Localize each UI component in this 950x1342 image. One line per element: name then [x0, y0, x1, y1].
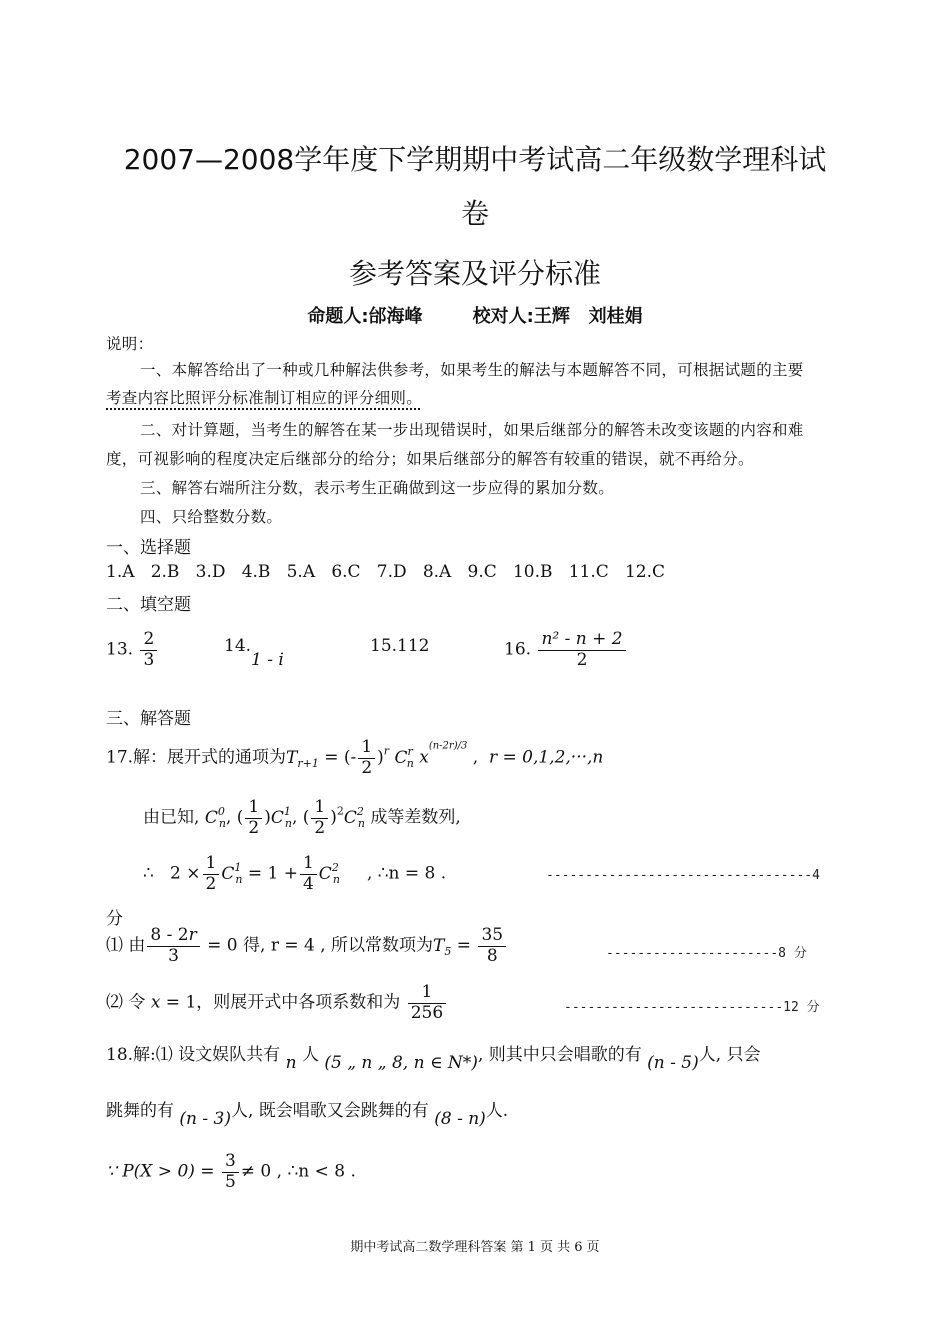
page-footer: 期中考试高二数学理科答案 第 1 页 共 6 页	[350, 1240, 600, 1255]
authors: 命题人:邰海峰 校对人:王辉 刘桂娟	[307, 306, 643, 327]
page-title-cont: 卷	[460, 197, 489, 230]
q17-part2: ⑵ 令 x = 1，则展开式中各项系数和为 $\frac{1}{256}$	[106, 983, 448, 1023]
section-choice: 一、选择题	[106, 538, 191, 558]
note-1a: 一、本解答给出了一种或几种解法供参考，如果考生的解法与本题解答不同，可根据试题的主要	[140, 361, 804, 379]
note-2a: 二、对计算题，当考生的解答在某一步出现错误时，如果后继部分的解答未改变该题的内容和难	[140, 421, 804, 439]
subtitle: 参考答案及评分标准	[348, 257, 601, 290]
q17-score-12: ----------------------------12 分	[564, 1000, 820, 1015]
note-3: 三、解答右端所注分数，表示考生正确做到这一步应得的累加分数。	[140, 479, 615, 497]
page-title: 2007—2008学年度下学期期中考试高二年级数学理科试	[123, 143, 827, 176]
fill-q16: 16. $\frac{\text{n² - n + 2}}{2}$	[504, 630, 628, 670]
notes-heading: 说明：	[106, 335, 154, 353]
fill-q14: 14.1 - i	[224, 636, 284, 670]
q17-score-8: ----------------------8 分	[606, 946, 807, 961]
note-1b: 考查内容比照评分标准制订相应的评分细则。	[106, 389, 423, 407]
choice-answers: 1.A 2.B 3.D 4.B 5.A 6.C 7.D 8.A 9.C 10.B 11.C 12.C	[106, 562, 666, 582]
section-fill: 二、填空题	[106, 595, 191, 615]
q18-line3: ∵ P(X > 0) = $\frac{3}{5}$ ≠ 0 , ∴n < 8 .	[106, 1151, 356, 1192]
q17-part1: ⑴ 由 $\frac{8 - 2r}{3}$ = 0 得, r = 4 , 所以常数项为$T_5$ = $\frac{35}{8}$	[106, 926, 508, 966]
fill-q15: 15.112	[370, 636, 430, 656]
q18-line1: 18.解:⑴ 设文娱队共有 n 人 (5 „ n „ 8, n ∈ N*), 则其中只会唱歌的有 (n - 5)人, 只会	[106, 1045, 761, 1073]
q18-line2: 跳舞的有 (n - 3)人, 既会唱歌又会跳舞的有 (8 - n)人.	[106, 1101, 509, 1129]
fill-q13: 13. $\frac{2}{3}$	[106, 630, 159, 670]
note-4: 四、只给整数分数。	[140, 508, 283, 526]
q17-score-4: ----------------------------------4	[546, 868, 820, 883]
section-solve: 三、解答题	[106, 709, 191, 729]
q17-equation: ∴ 2 × $\frac{1}{2}$ $C^1_n = 1$ + $\frac{1}{4}$ $C^2_n$ , ∴n = 8 .	[143, 853, 447, 894]
note-2b: 度，可视影响的程度决定后继部分的给分；如果后继部分的解答有较重的错误，就不再给分。	[106, 450, 754, 468]
q17-score-unit: 分	[106, 909, 123, 929]
q17-condition: 由已知, $C^0_n$, ( $\frac{1}{2}$ )$C^1_n$, ( $\frac{1}{2}$ )$^2C^2_n$ 成等差数列,	[143, 797, 461, 838]
q17-general-term: 17.解：展开式的通项为$T_{r+1}$ = (- $\frac{1}{2}$ )$^r$ $C^r_n$ $x^{(n-2r)/3}$ , r = 0,1,2,···,n	[106, 737, 604, 778]
